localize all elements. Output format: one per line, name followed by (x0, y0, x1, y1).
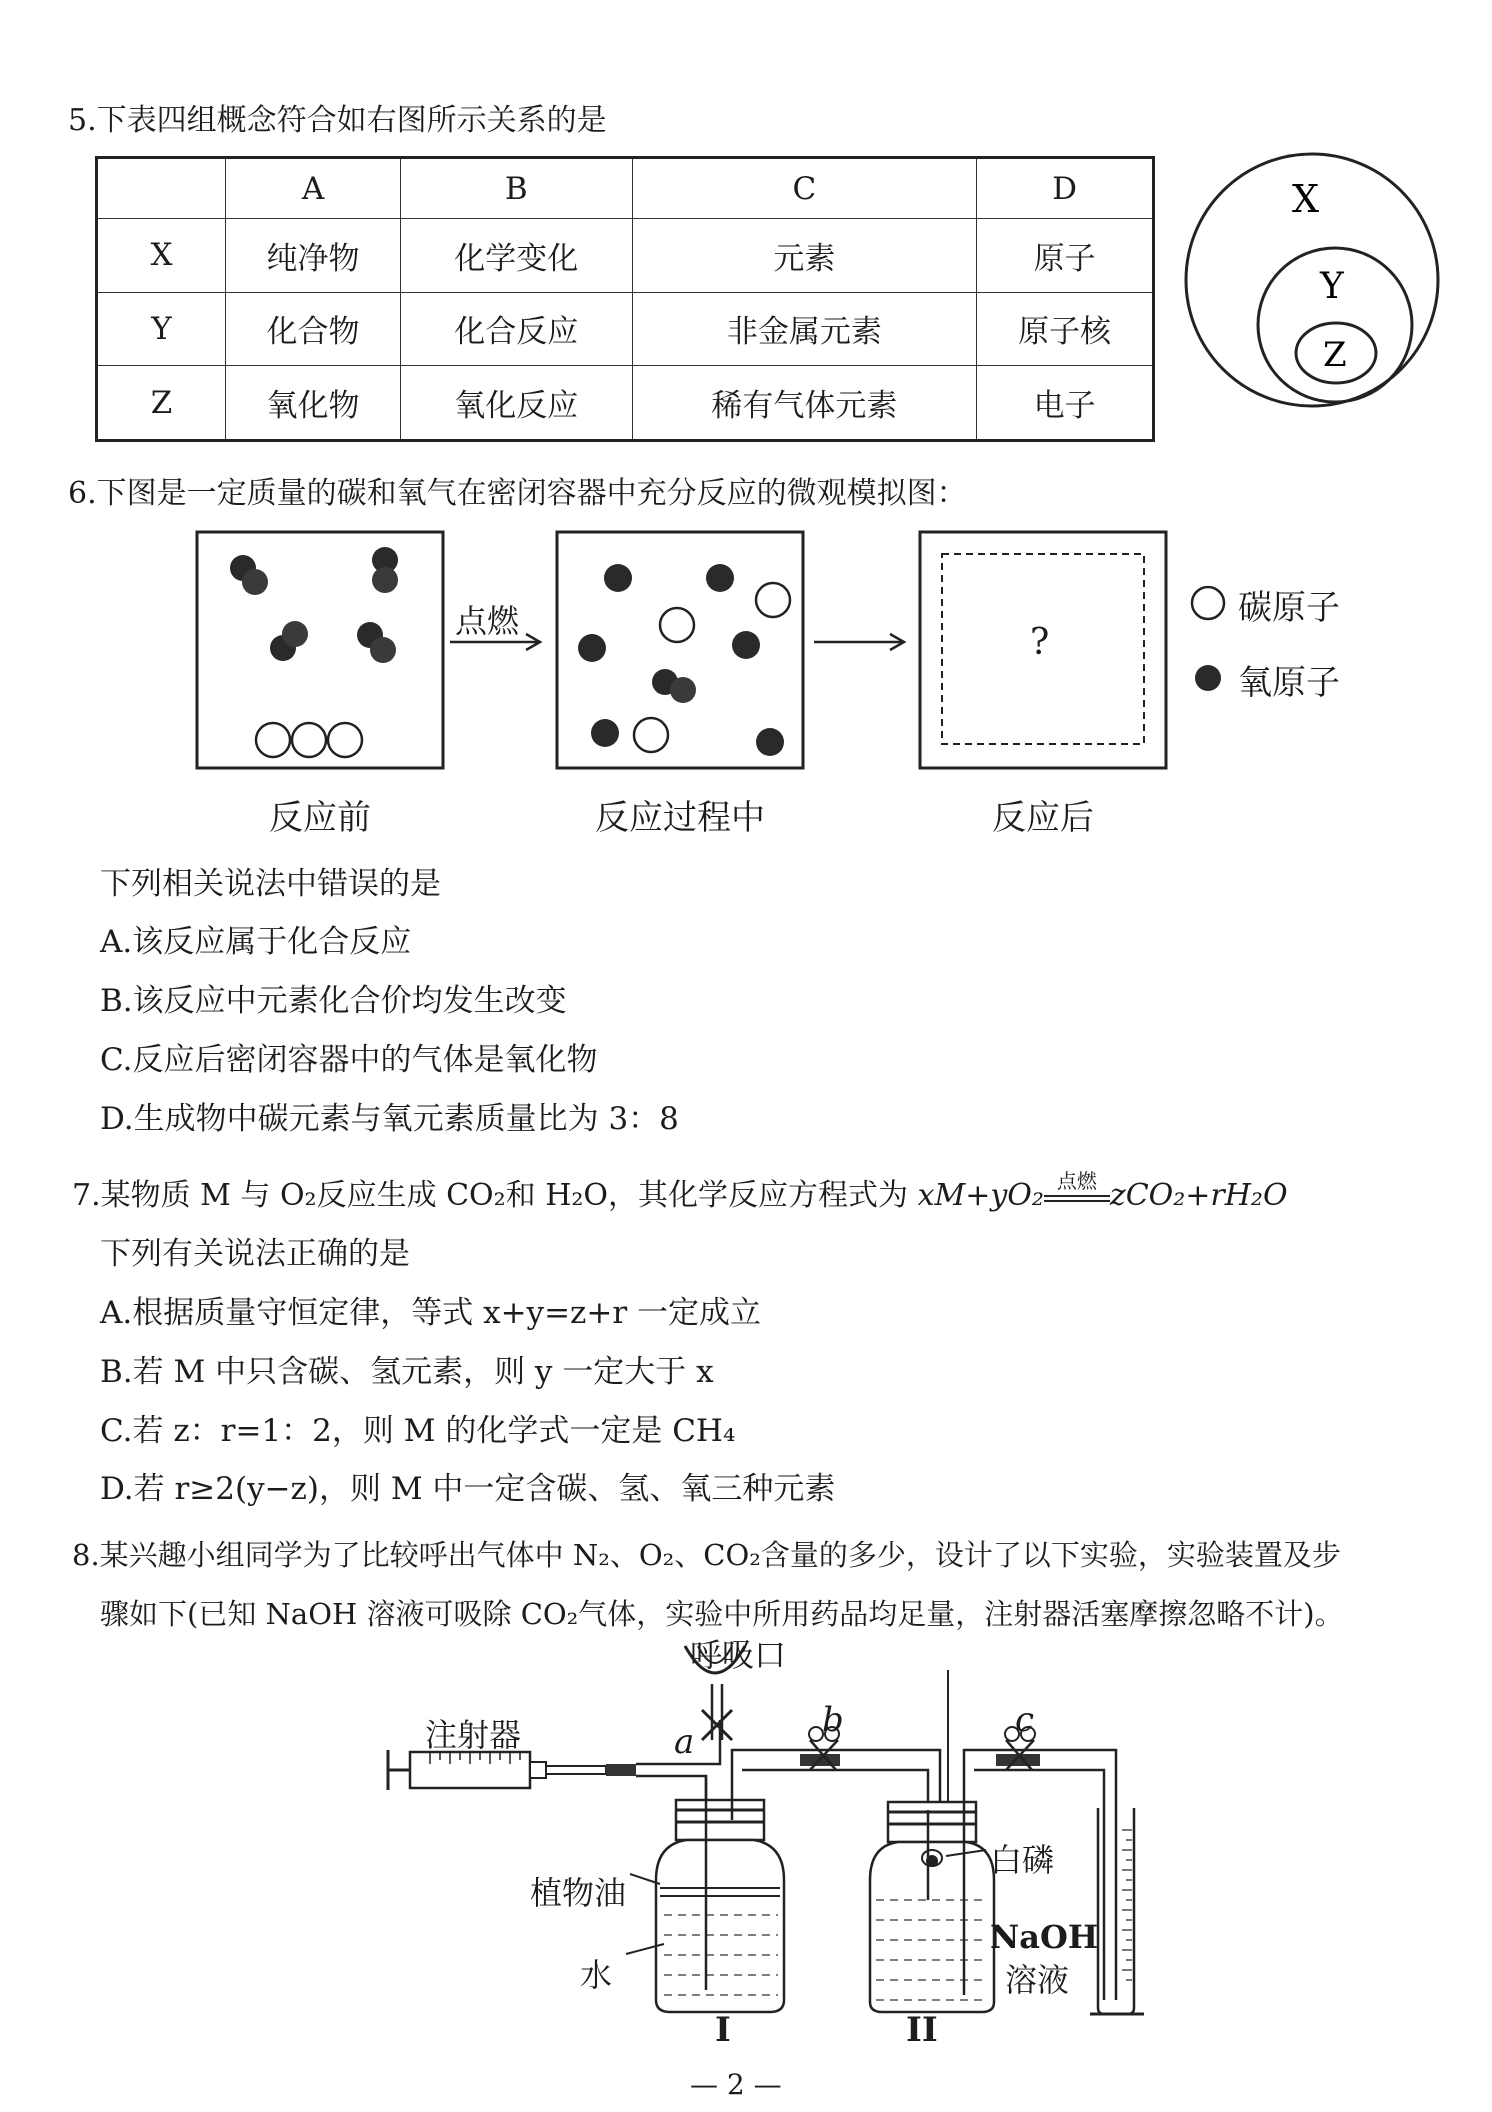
table-header-cell: C (632, 158, 977, 219)
caption-during: 反应过程中 (595, 798, 765, 838)
bottle-ii-label: II (906, 2010, 938, 2050)
clip-a-label: a (674, 1722, 695, 1762)
q8-stem-line1: 8.某兴趣小组同学为了比较呼出气体中 N₂、O₂、CO₂含量的多少，设计了以下实验，实验装置及步 (72, 1538, 1341, 1572)
q7-stem (72, 1170, 1288, 1214)
clip-c-label: c (1015, 1700, 1035, 1740)
table-header-cell: A (226, 158, 401, 219)
naoh-label: NaOH (990, 1918, 1099, 1956)
venn-label-x: X (1292, 177, 1320, 221)
table-cell: 原子 (977, 219, 1154, 292)
oxygen-legend-icon (1190, 660, 1226, 696)
q5-concept-table (95, 156, 1155, 442)
table-header-cell (97, 158, 226, 219)
table-cell: 原子核 (977, 292, 1154, 365)
table-header-cell: D (977, 158, 1154, 219)
oxygen-atom (578, 634, 606, 662)
q7-option-a: A.根据质量守恒定律，等式 x+y=z+r 一定成立 (100, 1295, 762, 1331)
carbon-atom (328, 723, 362, 757)
table-header-row (97, 158, 1154, 219)
table-cell: 元素 (632, 219, 977, 292)
caption-after: 反应后 (992, 798, 1094, 838)
bottle-ii (870, 1670, 994, 2012)
venn-label-z: Z (1323, 335, 1347, 375)
q5-stem: 5.下表四组概念符合如右图所示关系的是 (68, 103, 607, 138)
q6-stem: 6.下图是一定质量的碳和氧气在密闭容器中充分反应的微观模拟图： (68, 476, 967, 511)
caption-before: 反应前 (269, 798, 371, 838)
clip-b-label: b (822, 1700, 844, 1740)
q7-equation-left: xM+yO₂ (917, 1178, 1044, 1213)
mouth-label: 呼吸口 (690, 1636, 787, 1674)
table-cell: 化合物 (226, 292, 401, 365)
page-number: — 2 — (690, 2068, 782, 2101)
table-cell: 非金属元素 (632, 292, 977, 365)
carbon-atom (256, 723, 290, 757)
clip-a (702, 1710, 732, 1740)
carbon-legend-label: 碳原子 (1238, 588, 1340, 628)
syringe (388, 1750, 606, 1790)
oxygen-atom (706, 564, 734, 592)
table-cell: 化合反应 (401, 292, 633, 365)
q6-option-d: D.生成物中碳元素与氧元素质量比为 3：8 (100, 1101, 679, 1137)
q7-question: 下列有关说法正确的是 (100, 1236, 410, 1272)
table-cell: 稀有气体元素 (632, 366, 977, 441)
phosphorus-label: 白磷 (990, 1841, 1055, 1879)
table-cell: Y (97, 292, 226, 365)
oxygen-atom (591, 719, 619, 747)
q7-equation-condition-wrap (1044, 1168, 1110, 1202)
table-cell: 化学变化 (401, 219, 633, 292)
carbon-atom (660, 608, 694, 642)
q7-option-c: C.若 z：r=1：2，则 M 的化学式一定是 CH₄ (100, 1413, 736, 1449)
table-cell: 氧化反应 (401, 366, 633, 441)
table-cell: 电子 (977, 366, 1154, 441)
table-cell: Z (97, 366, 226, 441)
q7-stem-prefix: 7.某物质 M 与 O₂反应生成 CO₂和 H₂O，其化学反应方程式为 (72, 1178, 909, 1213)
carbon-atom (292, 723, 326, 757)
oil-label: 植物油 (530, 1874, 627, 1912)
q7-option-d: D.若 r≥2(y−z)，则 M 中一定含碳、氢、氧三种元素 (100, 1471, 836, 1507)
q6-option-c: C.反应后密闭容器中的气体是氧化物 (100, 1042, 598, 1078)
oxygen-atom (732, 631, 760, 659)
venn-label-y: Y (1320, 266, 1344, 307)
unknown-mark: ? (1030, 622, 1050, 663)
box-before-reaction (195, 530, 445, 770)
table-header-cell: B (401, 158, 633, 219)
oxygen-atom (604, 564, 632, 592)
arrow-right-icon (448, 630, 548, 654)
q7-equation-condition: 点燃 (1056, 1168, 1097, 1193)
table-row (97, 219, 1154, 292)
carbon-atom (756, 583, 790, 617)
q8-stem-line2: 骤如下(已知 NaOH 溶液可吸除 CO₂气体，实验中所用药品均足量，注射器活塞摩擦忽略不计)。 (100, 1597, 1344, 1631)
oxygen-legend-label: 氧原子 (1238, 663, 1340, 703)
q6-question: 下列相关说法中错误的是 (100, 866, 441, 902)
bottle-i (656, 1760, 784, 2012)
ignite-label: 点燃 (455, 602, 520, 640)
q6-option-b: B.该反应中元素化合价均发生改变 (100, 983, 567, 1019)
carbon-legend-icon (1188, 583, 1228, 623)
q7-equation-right: zCO₂+rH₂O (1109, 1178, 1288, 1213)
box-during-reaction (555, 530, 805, 770)
table-cell: 氧化物 (226, 366, 401, 441)
arrow-right-icon (812, 630, 912, 654)
table-row (97, 292, 1154, 365)
table-cell: X (97, 219, 226, 292)
oxygen-atom (756, 728, 784, 756)
q6-option-a: A.该反应属于化合反应 (100, 924, 412, 960)
table-row (97, 366, 1154, 441)
table-cell: 纯净物 (226, 219, 401, 292)
water-label: 水 (580, 1956, 613, 1994)
syringe-label: 注射器 (425, 1716, 522, 1754)
carbon-atom (634, 718, 668, 752)
q5-venn-diagram (1180, 150, 1460, 430)
q7-option-b: B.若 M 中只含碳、氢元素，则 y 一定大于 x (100, 1354, 714, 1390)
naoh-solution-label: 溶液 (1005, 1961, 1070, 1999)
bottle-i-label: I (715, 2010, 731, 2050)
rubber-tube (606, 1764, 636, 1776)
